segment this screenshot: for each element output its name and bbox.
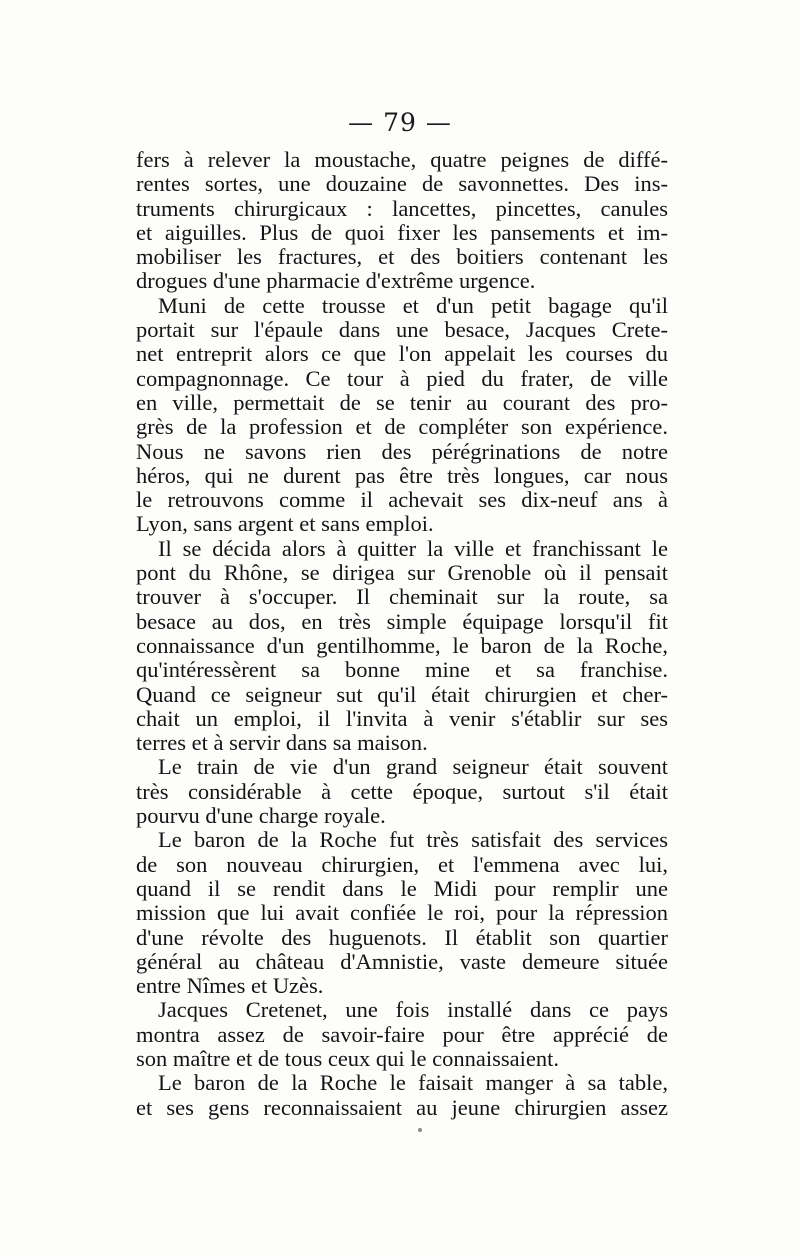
text-line: Il se décida alors à quitter la ville et franchissant le: [158, 535, 668, 561]
text-line: et aiguilles. Plus de quoi fixer les pansements et im-: [136, 219, 668, 245]
text-line: pourvu d'une charge royale.: [136, 803, 386, 829]
paragraph: [136, 148, 668, 294]
text-line: connaissance d'un gentilhomme, le baron de la Roche,: [136, 632, 668, 658]
text-line: très considérable à cette époque, surtout s'il était: [136, 778, 668, 804]
page-number: — 79 —: [348, 108, 452, 137]
text-line: en ville, permettait de se tenir au courant des pro-: [136, 389, 668, 415]
text-line: compagnonnage. Ce tour à pied du frater, de ville: [136, 365, 668, 391]
paragraph: [136, 828, 668, 998]
text-line: Muni de cette trousse et d'un petit bagage qu'il: [158, 292, 668, 318]
paragraph: [136, 755, 668, 828]
text-line: Le baron de la Roche le faisait manger à sa table,: [158, 1070, 668, 1096]
text-line: rentes sortes, une douzaine de savonnettes. Des ins-: [136, 171, 668, 197]
text-line: trouver à s'occuper. Il cheminait sur la route, sa: [136, 584, 668, 610]
text-line: truments chirurgicaux : lancettes, pincettes, canules: [136, 195, 668, 221]
text-line: Nous ne savons rien des pérégrinations de notre: [136, 438, 668, 464]
paragraph: [136, 537, 668, 756]
text-line: Lyon, sans argent et sans emploi.: [136, 511, 434, 537]
text-line: drogues d'une pharmacie d'extrême urgence.: [136, 268, 536, 294]
text-line: d'une révolte des huguenots. Il établit son quartier: [136, 924, 668, 950]
text-line: Le train de vie d'un grand seigneur était souvent: [158, 754, 668, 780]
paragraph: [136, 1071, 668, 1120]
text-line: montra assez de savoir-faire pour être apprécié de: [136, 1021, 668, 1047]
text-line: net entreprit alors ce que l'on appelait les courses du: [136, 341, 668, 367]
text-line: entre Nîmes et Uzès.: [136, 973, 324, 999]
text-line: le retrouvons comme il achevait ses dix-neuf ans à: [136, 487, 668, 513]
text-line: pont du Rhône, se dirigea sur Grenoble où il pensait: [136, 560, 668, 586]
text-line: son maître et de tous ceux qui le connaissaient.: [136, 1045, 560, 1071]
text-line: Quand ce seigneur sut qu'il était chirurgien et cher-: [136, 681, 668, 707]
text-line: mission que lui avait confiée le roi, pour la répression: [136, 900, 668, 926]
text-line: général au château d'Amnistie, vaste demeure située: [136, 948, 668, 974]
text-line: grès de la profession et de compléter son expérience.: [136, 414, 668, 440]
text-column: [136, 148, 668, 1120]
paragraph: [136, 294, 668, 537]
text-line: héros, qui ne durent pas être très longues, car nous: [136, 462, 668, 488]
text-line: portait sur l'épaule dans une besace, Jacques Crete-: [136, 317, 668, 343]
text-line: Jacques Cretenet, une fois installé dans ce pays: [158, 997, 668, 1023]
text-line: et ses gens reconnaissaient au jeune chirurgien assez: [136, 1094, 668, 1120]
text-line: mobiliser les fractures, et des boitiers contenant les: [136, 244, 668, 270]
ink-speck: [418, 1128, 422, 1132]
paragraph: [136, 998, 668, 1071]
text-line: besace au dos, en très simple équipage lorsqu'il fit: [136, 608, 668, 634]
text-line: de son nouveau chirurgien, et l'emmena avec lui,: [136, 851, 668, 877]
text-line: qu'intéressèrent sa bonne mine et sa franchise.: [136, 657, 668, 683]
text-line: terres et à servir dans sa maison.: [136, 730, 428, 756]
text-line: chait un emploi, il l'invita à venir s'établir sur ses: [136, 705, 668, 731]
text-line: Le baron de la Roche fut très satisfait des services: [158, 827, 668, 853]
text-line: fers à relever la moustache, quatre peignes de diffé-: [136, 147, 668, 172]
text-line: quand il se rendit dans le Midi pour remplir une: [136, 875, 668, 901]
